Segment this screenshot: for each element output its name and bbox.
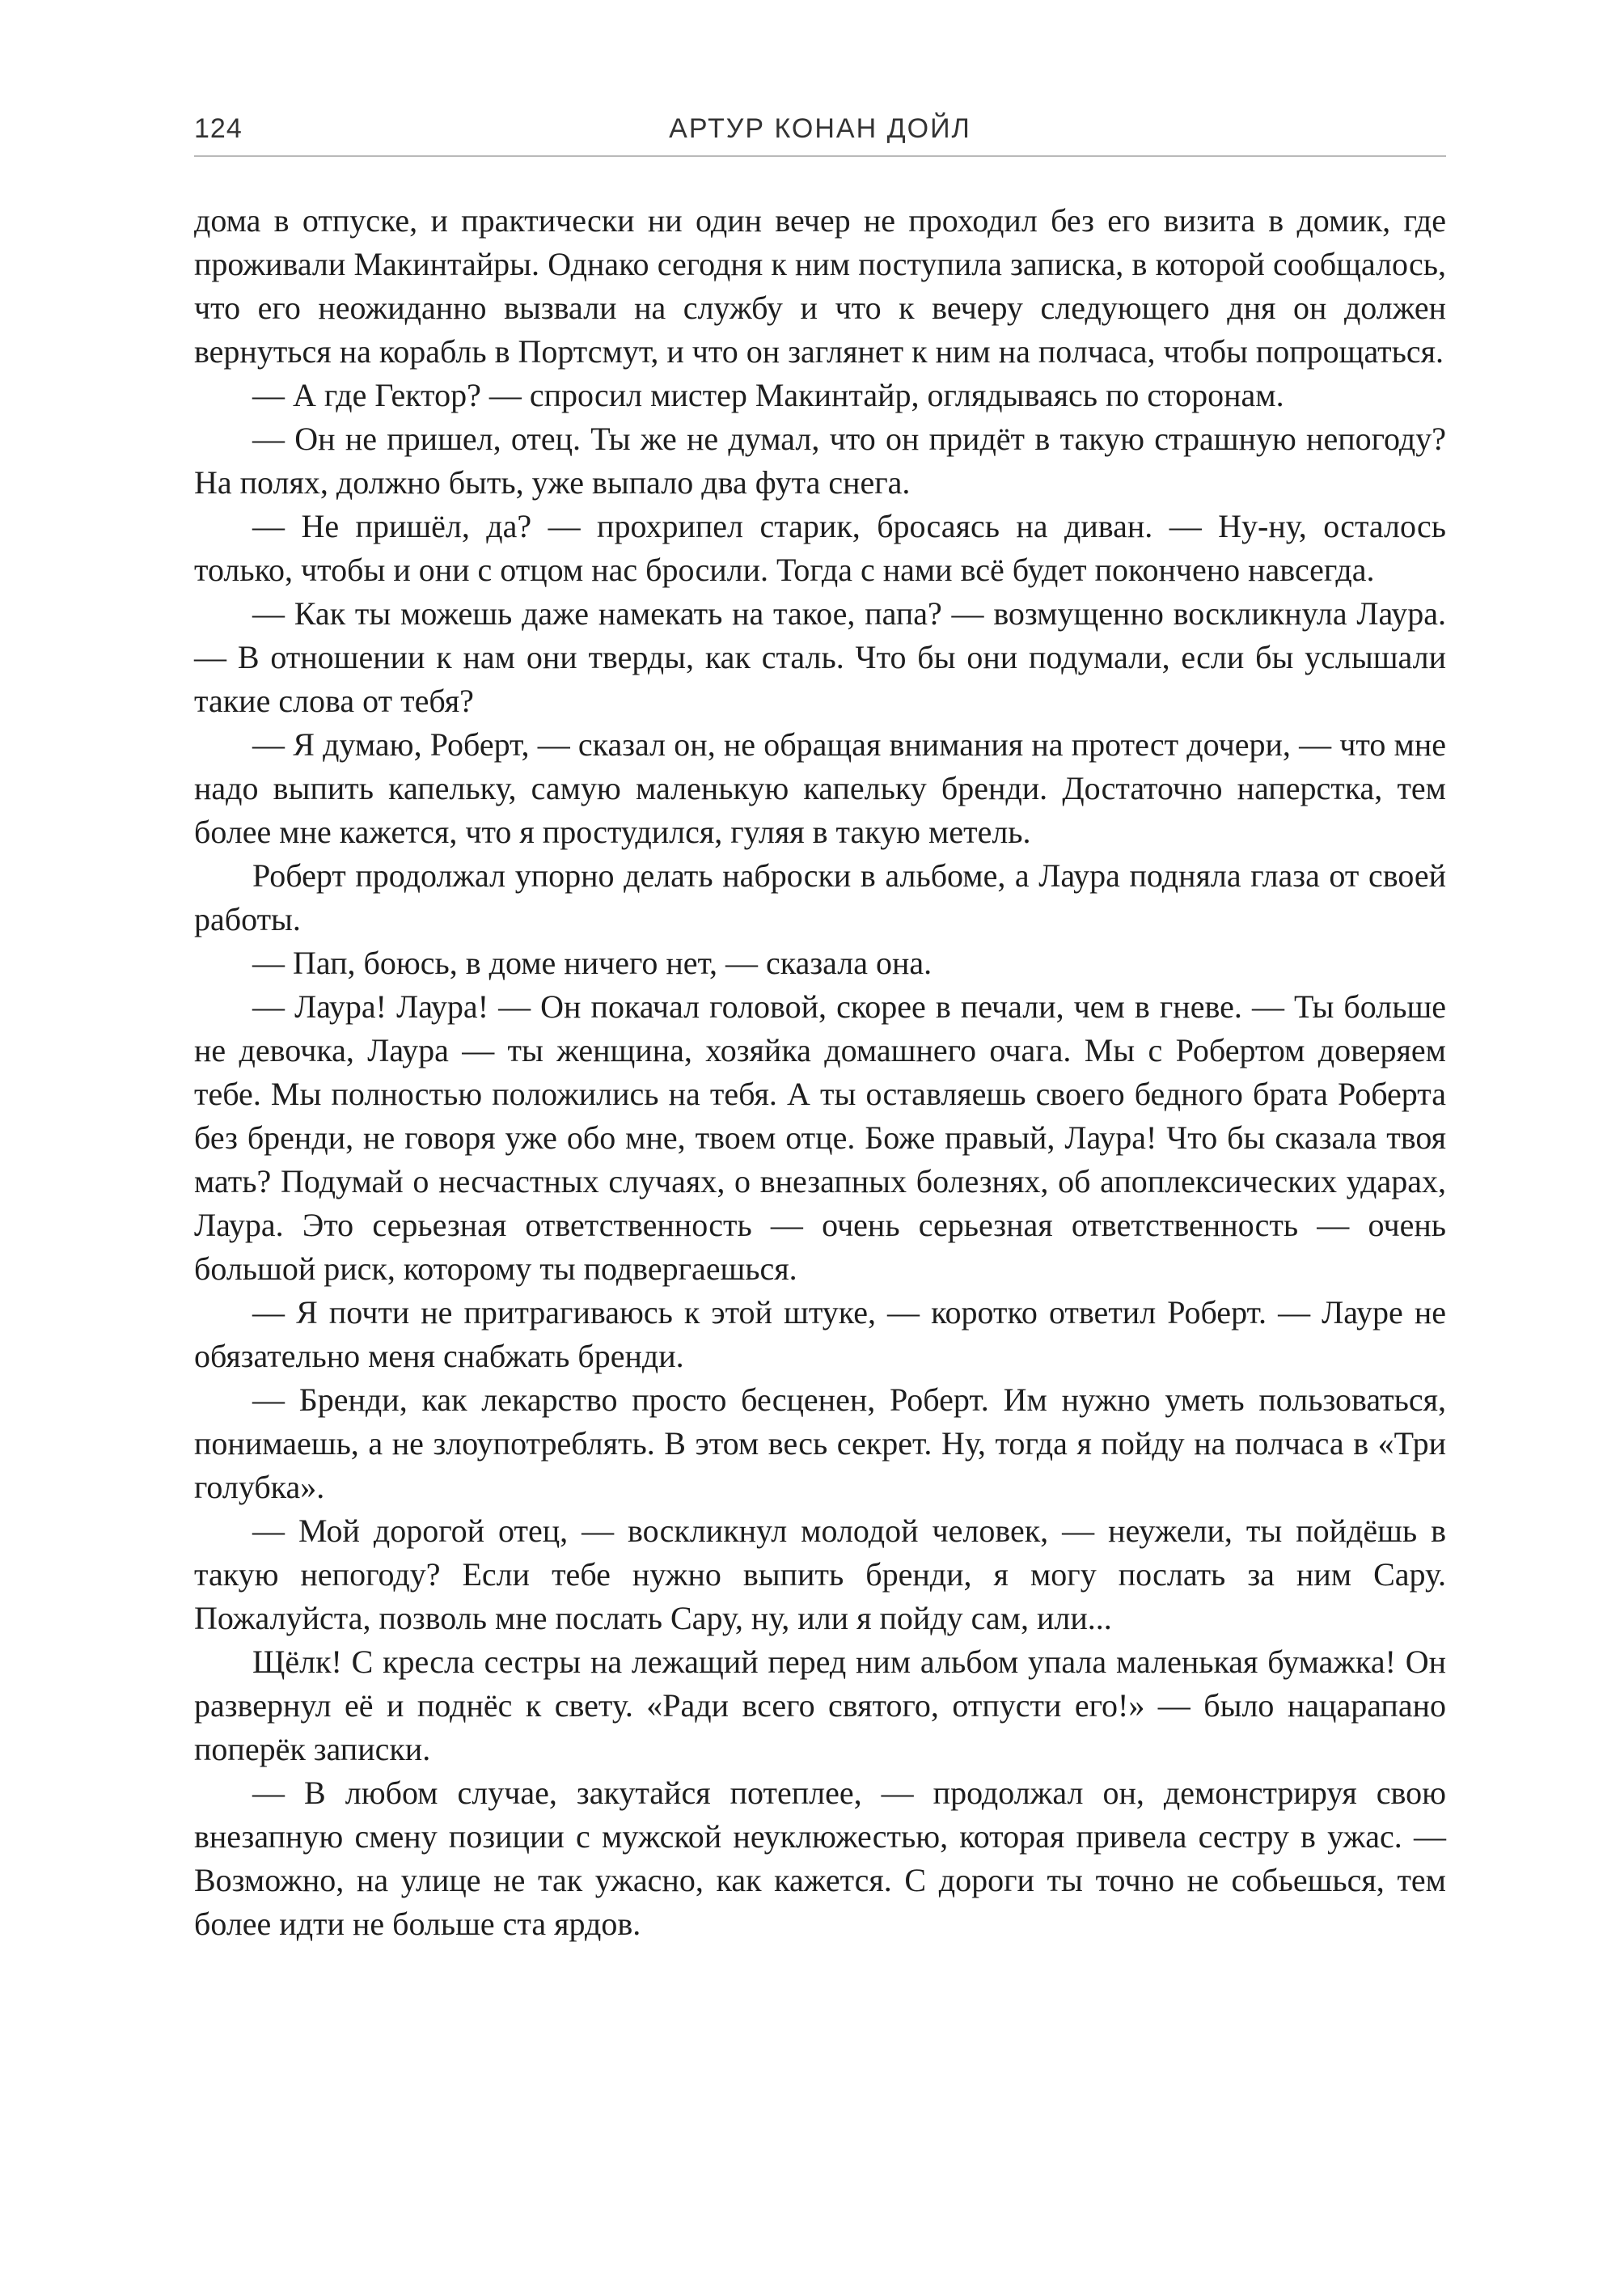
running-header xyxy=(194,113,1446,157)
paragraph: — Он не пришел, отец. Ты же не думал, что он придёт в такую страшную непогоду? На полях, должно быть, уже выпало два фута снега. xyxy=(194,421,1446,501)
paragraph: — Лаура! Лаура! — Он покачал головой, скорее в печали, чем в гневе. — Ты больше не девочка, Лаура — ты женщина, хозяйка домашнего очага. Мы с Робертом доверяем тебе. Мы полностью положились на тебя. А ты оставляешь своего бедного брата Роберта без бренди, не говоря уже обо мне, твоем отце. Боже правый, Лаура! Что бы сказала твоя мать? Подумай о несчастных случаях, о внезапных болезнях, об апоплексических ударах, Лаура. Это серьезная ответственность — очень серьезная ответственность — очень большой риск, которому ты подвергаешься. xyxy=(194,988,1446,1287)
paragraph: дома в отпуске, и практически ни один вечер не проходил без его визита в домик, где проживали Макинтайры. Однако сегодня к ним поступила записка, в которой сообщалось, что его неожиданно вызвали на службу и что к вечеру следующего дня он должен вернуться на корабль в Портсмут, и что он заглянет к ним на полчаса, чтобы попрощаться. xyxy=(194,202,1446,370)
paragraph: — Не пришёл, да? — прохрипел старик, бросаясь на диван. — Ну-ну, осталось только, чтобы и они с отцом нас бросили. Тогда с нами всё будет покончено навсегда. xyxy=(194,508,1446,588)
paragraph: — А где Гектор? — спросил мистер Макинтайр, оглядываясь по сторонам. xyxy=(252,377,1284,413)
running-header-author: АРТУР КОНАН ДОЙЛ xyxy=(669,113,971,144)
paragraph: — Мой дорогой отец, — воскликнул молодой человек, — неужели, ты пойдёшь в такую непогоду? Если тебе нужно выпить бренди, я могу послать за ним Сару. Пожалуйста, позволь мне послать Сару, ну, или я пойду сам, или... xyxy=(194,1512,1446,1636)
paragraph: — Пап, боюсь, в доме ничего нет, — сказала она. xyxy=(252,945,933,981)
paragraph: — Я почти не притрагиваюсь к этой штуке, — коротко ответил Роберт. — Лауре не обязательно меня снабжать бренди. xyxy=(194,1294,1446,1374)
page-body xyxy=(194,199,1446,1946)
page-number: 124 xyxy=(194,113,243,144)
paragraph: — Бренди, как лекарство просто бесценен, Роберт. Им нужно уметь пользоваться, понимаешь, а не злоупотреблять. В этом весь секрет. Ну, тогда я пойду на полчаса в «Три голубка». xyxy=(194,1381,1446,1505)
paragraph: — В любом случае, закутайся потеплее, — продолжал он, демонстрируя свою внезапную смену позиции с мужской неуклюжестью, которая привела сестру в ужас. — Возможно, на улице не так ужасно, как кажется. С дороги ты точно не собьешься, тем более идти не больше ста ярдов. xyxy=(194,1775,1446,1942)
paragraph: — Как ты можешь даже намекать на такое, папа? — возмущенно воскликнула Лаура. — В отношении к нам они тверды, как сталь. Что бы они подумали, если бы услышали такие слова от тебя? xyxy=(194,595,1446,719)
paragraph: — Я думаю, Роберт, — сказал он, не обращая внимания на протест дочери, — что мне надо выпить капельку, самую маленькую капельку бренди. Достаточно наперстка, тем более мне кажется, что я простудился, гуляя в такую метель. xyxy=(194,726,1446,850)
paragraph: Роберт продолжал упорно делать наброски в альбоме, а Лаура подняла глаза от своей работы. xyxy=(194,857,1446,937)
paragraph: Щёлк! С кресла сестры на лежащий перед ним альбом упала маленькая бумажка! Он развернул её и поднёс к свету. «Ради всего святого, отпусти его!» — было нацарапано поперёк записки. xyxy=(194,1644,1446,1767)
